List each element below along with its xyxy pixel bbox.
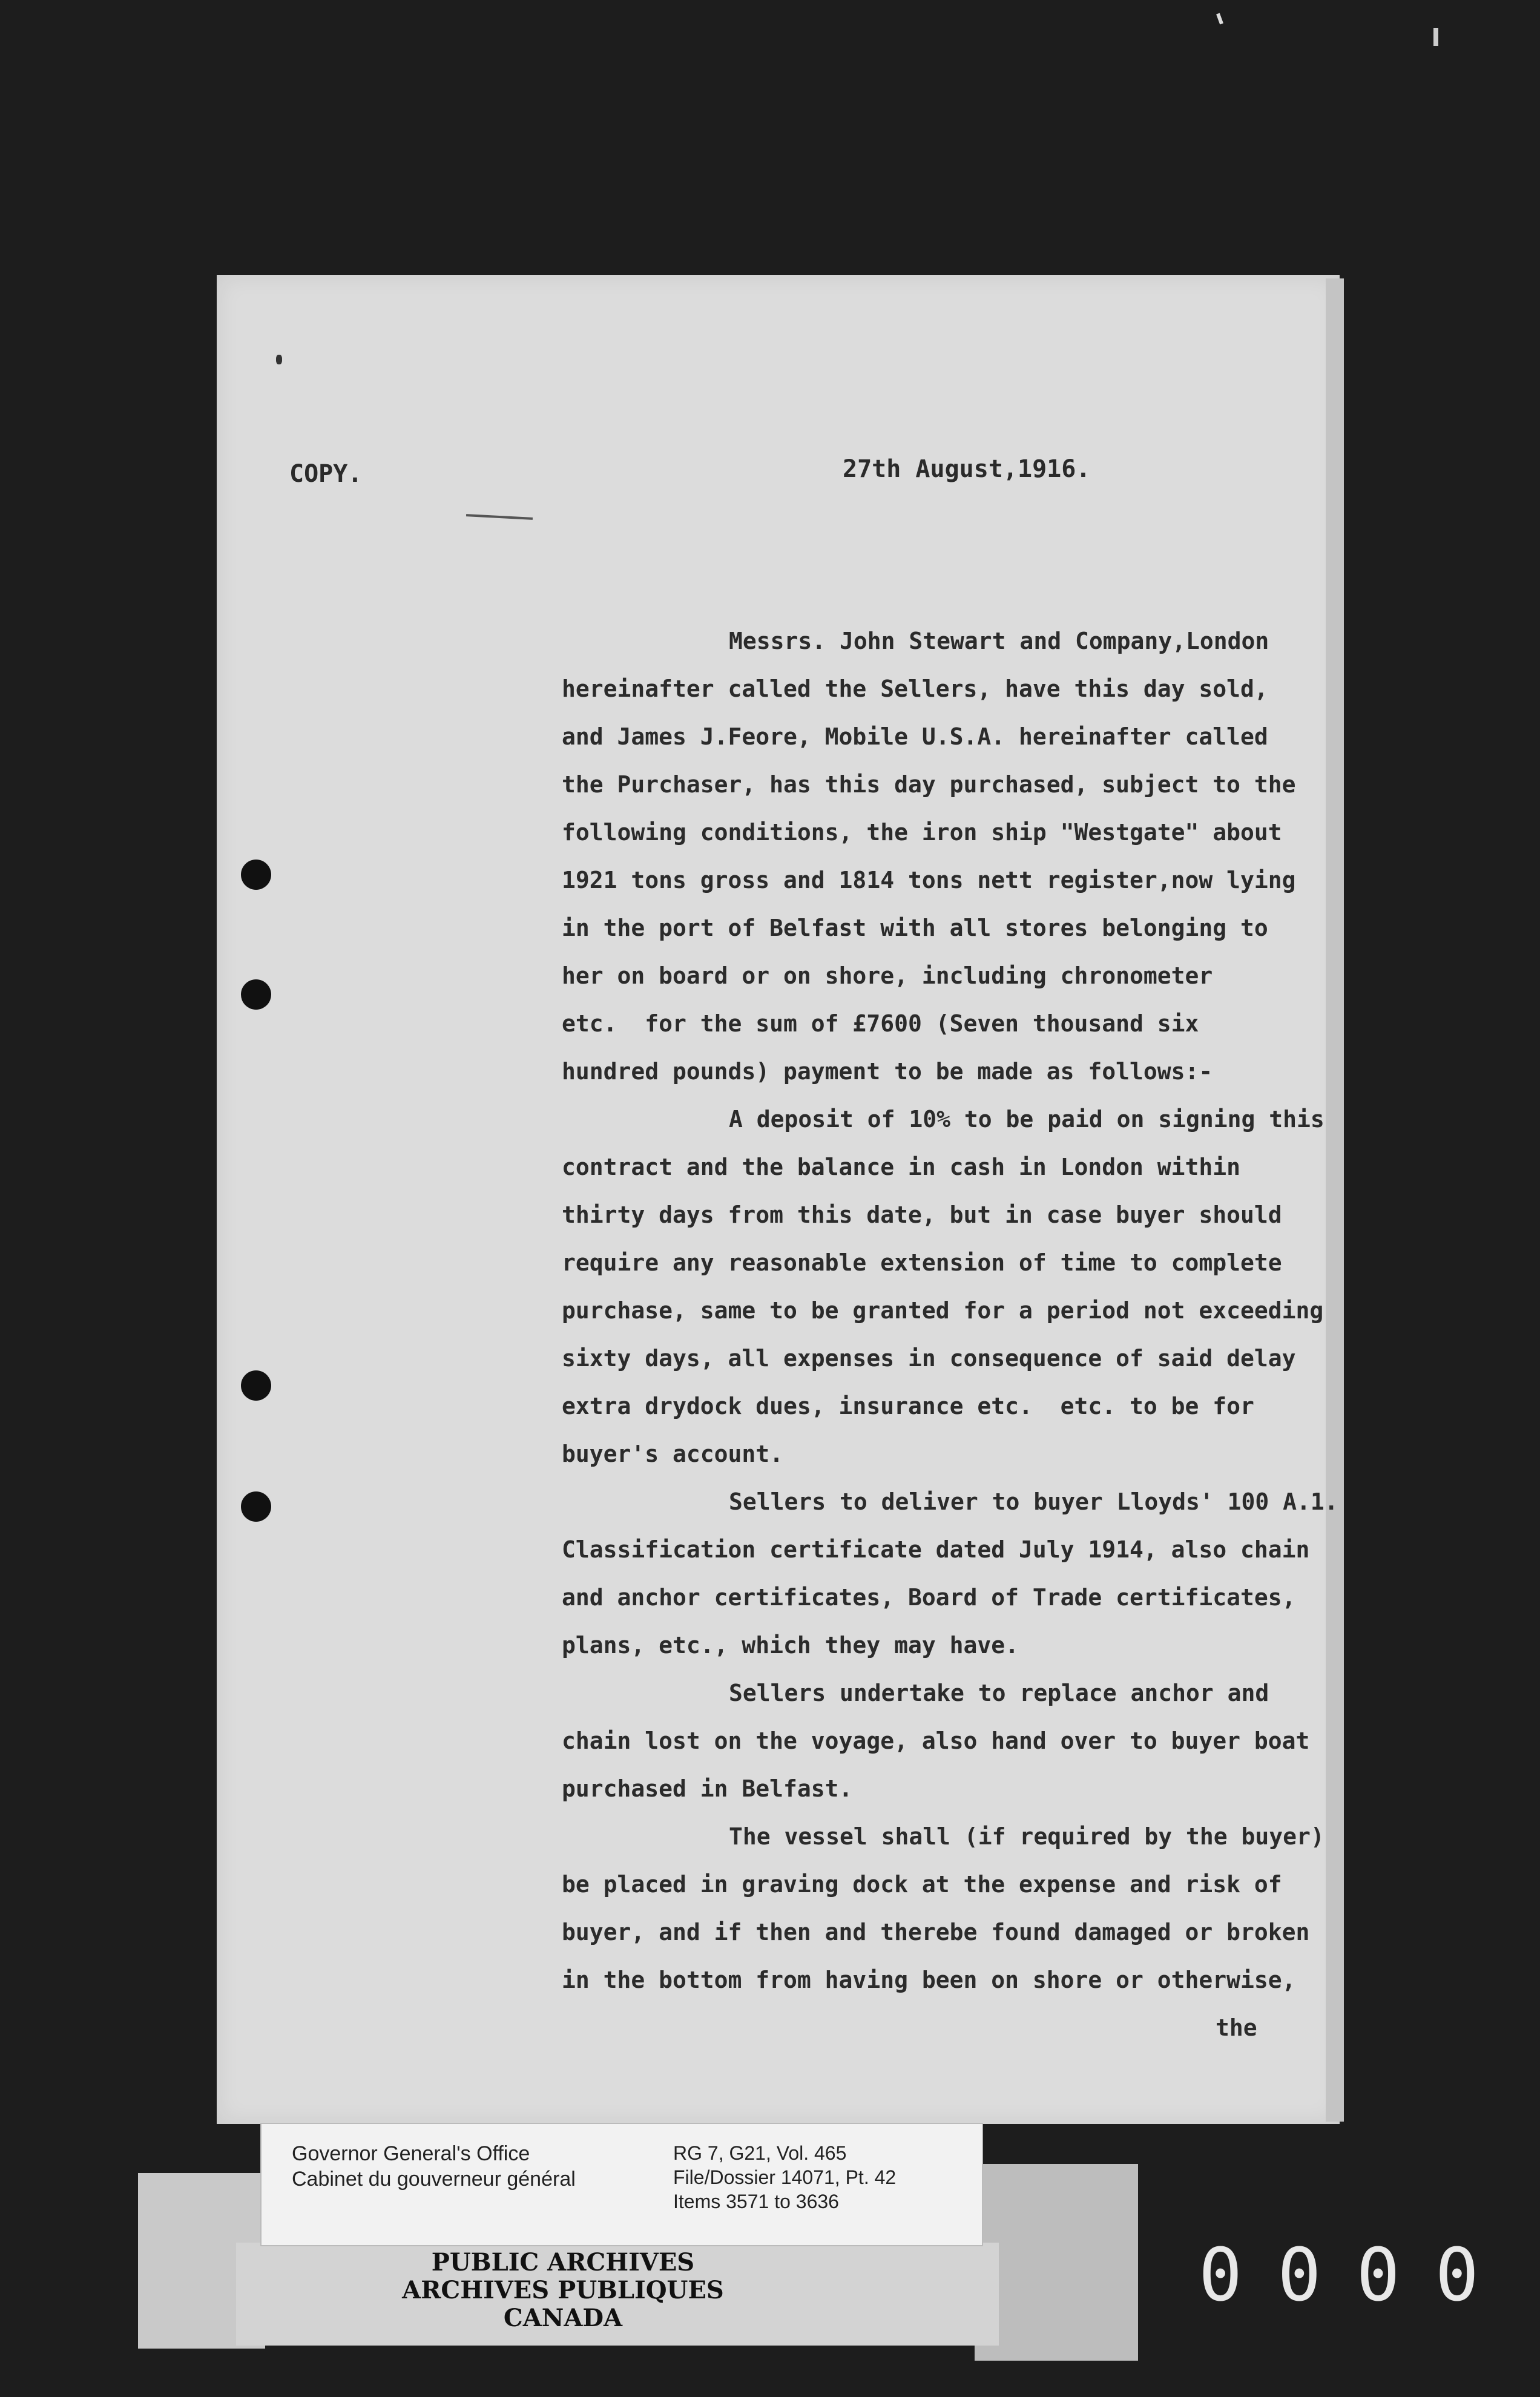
body-line: plans, etc., which they may have.: [562, 1632, 1019, 1659]
body-line: hereinafter called the Sellers, have this day sold,: [562, 676, 1268, 702]
body-line: and anchor certificates, Board of Trade certificates,: [562, 1584, 1296, 1611]
punch-hole: [241, 860, 271, 890]
body-line: The vessel shall (if required by the buyer): [729, 1823, 1324, 1850]
frame-number: 0000: [1199, 2234, 1514, 2318]
catch-word: the: [1216, 2014, 1257, 2041]
film-mark: [1433, 28, 1438, 46]
body-line: contract and the balance in cash in London within: [562, 1154, 1241, 1180]
ink-speck: [276, 355, 282, 364]
punch-hole: [241, 979, 271, 1010]
body-line: extra drydock dues, insurance etc. etc. to be for: [562, 1393, 1254, 1419]
body-line: Messrs. John Stewart and Company,London: [729, 628, 1269, 654]
body-line: Sellers to deliver to buyer Lloyds' 100 A.1.: [729, 1488, 1338, 1515]
archive-label: [260, 2123, 983, 2246]
gray-tab: [975, 2164, 1138, 2361]
reference-line: RG 7, G21, Vol. 465: [673, 2142, 847, 2164]
body-line: buyer, and if then and therebe found damaged or broken: [562, 1919, 1310, 1945]
body-line: following conditions, the iron ship "Westgate" about: [562, 819, 1282, 846]
body-line: her on board or on shore, including chronometer: [562, 962, 1213, 989]
body-line: 1921 tons gross and 1814 tons nett register,now lying: [562, 867, 1296, 893]
punch-hole: [241, 1370, 271, 1401]
punch-hole: [241, 1491, 271, 1522]
body-line: be placed in graving dock at the expense and risk of: [562, 1871, 1282, 1898]
body-line: chain lost on the voyage, also hand over to buyer boat: [562, 1728, 1310, 1754]
body-line: sixty days, all expenses in consequence of said delay: [562, 1345, 1296, 1372]
reference-line: File/Dossier 14071, Pt. 42: [673, 2166, 897, 2188]
body-line: A deposit of 10% to be paid on signing this: [729, 1106, 1324, 1133]
stamp-line: CANADA: [503, 2304, 623, 2332]
contract-body: [562, 617, 1361, 2052]
copy-label: COPY.: [289, 460, 363, 488]
body-line: in the port of Belfast with all stores belonging to: [562, 915, 1268, 941]
office-en: Governor General's Office: [292, 2142, 530, 2165]
stamp-line: ARCHIVES PUBLIQUES: [402, 2276, 724, 2304]
reference-line: Items 3571 to 3636: [673, 2191, 839, 2212]
body-line: etc. for the sum of £7600 (Seven thousand six: [562, 1010, 1199, 1037]
body-line: and James J.Feore, Mobile U.S.A. hereinafter called: [562, 723, 1268, 750]
body-line: thirty days from this date, but in case buyer should: [562, 1202, 1282, 1228]
office-fr: Cabinet du gouverneur général: [292, 2168, 576, 2191]
body-line: purchase, same to be granted for a period not exceeding: [562, 1297, 1324, 1324]
film-mark: [1216, 13, 1223, 25]
body-line: require any reasonable extension of time to complete: [562, 1249, 1282, 1276]
body-line: Classification certificate dated July 1914, also chain: [562, 1536, 1310, 1563]
stamp-line: PUBLIC ARCHIVES: [431, 2248, 695, 2277]
letter-date: 27th August,1916.: [843, 455, 1091, 483]
body-line: hundred pounds) payment to be made as follows:-: [562, 1058, 1213, 1085]
body-line: the Purchaser, has this day purchased, subject to the: [562, 771, 1296, 798]
archives-stamp: [236, 2249, 890, 2332]
body-line: in the bottom from having been on shore or otherwise,: [562, 1967, 1296, 1993]
body-line: Sellers undertake to replace anchor and: [729, 1680, 1269, 1706]
body-line: purchased in Belfast.: [562, 1775, 853, 1802]
body-line: buyer's account.: [562, 1441, 784, 1467]
